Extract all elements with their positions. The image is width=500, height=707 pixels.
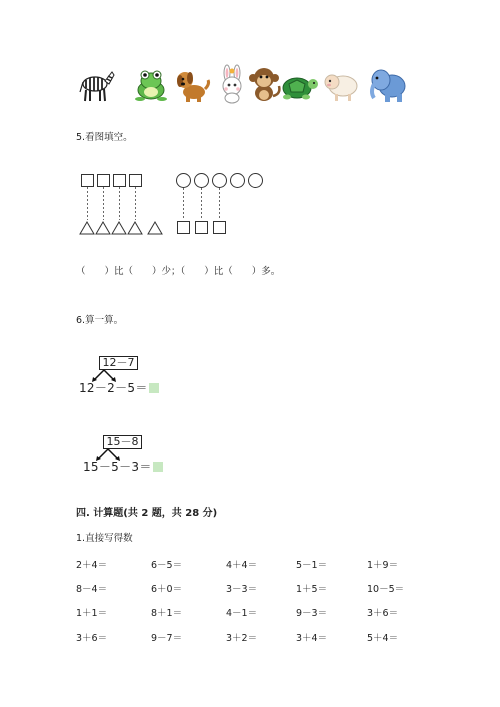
calc-item: 4＋4＝ [226,560,258,571]
calc-item: 6＋0＝ [151,584,183,595]
triangle [127,221,143,235]
calc-item: 3＋4＝ [296,633,328,644]
equation [83,460,163,474]
triangle [111,221,127,235]
split-box: 15－8 [103,435,142,449]
calc-item: 6－5＝ [151,560,183,571]
split-box: 12－7 [99,356,138,370]
bottom-square [195,221,208,234]
calc-item: 1＋9＝ [367,560,399,571]
q5-title: 5.看图填空。 [76,132,133,143]
calc-item: 9－3＝ [296,608,328,619]
q5-fill-sentence: （ ）比（ ）少；（ ）比（ ）多。 [76,266,281,277]
bottom-square [213,221,226,234]
equation-text: 12－2－5＝ [79,381,148,395]
calc-item: 3－3＝ [226,584,258,595]
equation-text: 15－5－3＝ [83,460,152,474]
calc-item: 9－7＝ [151,633,183,644]
section4-title: 四. 计算题(共 2 题，共 28 分) [76,508,218,519]
calc-item: 1＋1＝ [76,608,108,619]
calc-item: 3＋6＝ [367,608,399,619]
calc-item: 10－5＝ [367,584,405,595]
calc-item: 5－1＝ [296,560,328,571]
answer-box[interactable] [149,383,159,393]
section4-subtitle: 1.直接写得数 [76,533,133,544]
calc-item: 1＋5＝ [296,584,328,595]
calc-item: 2＋4＝ [76,560,108,571]
answer-box[interactable] [153,462,163,472]
calc-item: 8＋1＝ [151,608,183,619]
q6-title: 6.算一算。 [76,315,124,326]
calc-item: 8－4＝ [76,584,108,595]
equation [79,381,159,395]
calc-item: 3＋2＝ [226,633,258,644]
calc-item: 3＋6＝ [76,633,108,644]
triangle [147,221,163,235]
bottom-square [177,221,190,234]
calc-item: 4－1＝ [226,608,258,619]
dashed-connectors [0,0,500,260]
triangle [79,221,95,235]
triangle [95,221,111,235]
calc-item: 5＋4＝ [367,633,399,644]
